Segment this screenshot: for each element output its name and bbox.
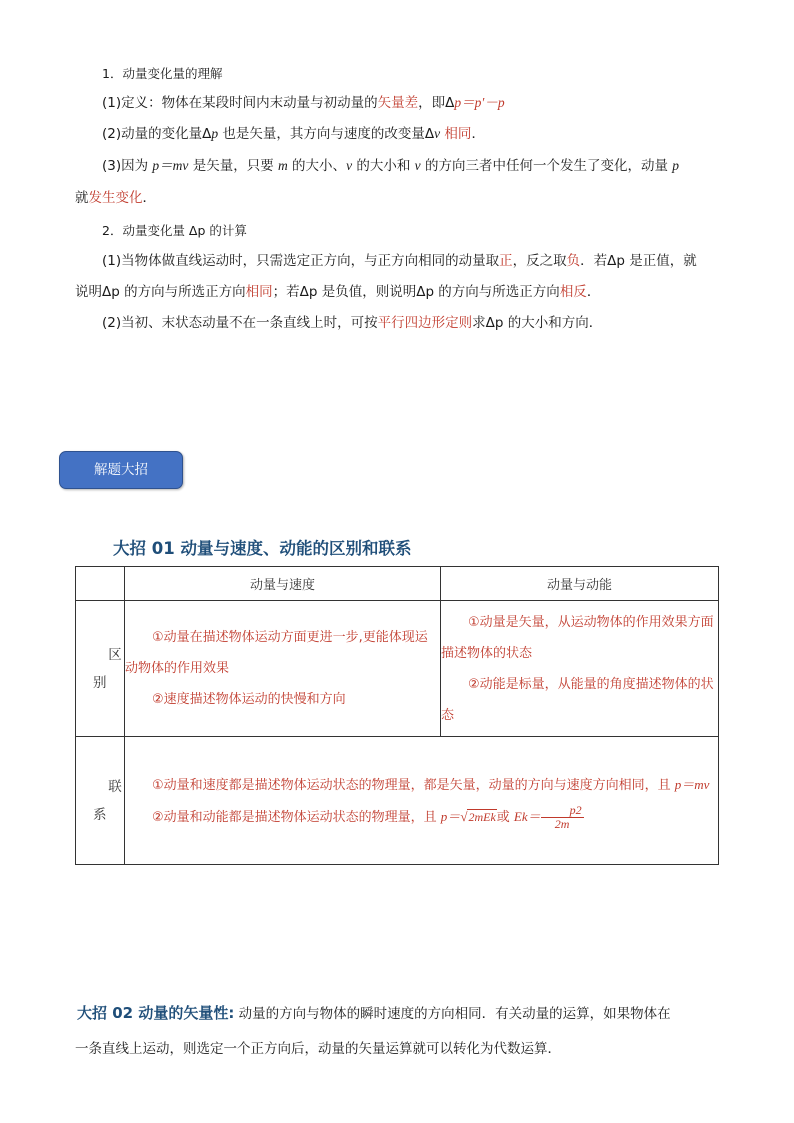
text: 也是矢量，其方向与速度的改变量Δ [218, 126, 435, 142]
cell-line: ①动量是矢量，从运动物体的作用效果方面描述物体的状态 [441, 614, 714, 661]
text: 的大小和 [352, 158, 415, 174]
trick02-line-cont: 一条直线上运动，则选定一个正方向后，动量的矢量运算就可以转化为代数运算． [75, 1041, 561, 1057]
solution-tricks-button[interactable]: 解题大招 [59, 451, 183, 489]
text: ．若Δp 是正值，就 [580, 253, 697, 269]
cell-line: ②动能是标量，从能量的角度描述物体的状态 [441, 676, 714, 723]
cell-connection [125, 737, 719, 865]
comparison-table [75, 566, 719, 865]
text: 求Δp 的大小和方向． [472, 315, 603, 331]
definition-line [102, 93, 505, 113]
text: (1)当物体做直线运动时，只需选定正方向，与正方向相同的动量取 [102, 253, 500, 269]
formula: p＝p′－p [454, 95, 505, 110]
calc-1-line [102, 251, 697, 271]
text: (2)动量的变化量Δ [102, 126, 212, 142]
formula: p＝mv [674, 776, 710, 792]
label-char: 系 [93, 806, 107, 823]
vector-line [102, 124, 485, 144]
trick02-line [77, 1003, 671, 1024]
cell-line [125, 801, 718, 833]
table-row-difference [76, 601, 719, 737]
text: ． [586, 284, 601, 300]
table-corner-cell [76, 567, 125, 601]
text: ②动量和动能都是描述物体运动状态的物理量，且 [152, 809, 441, 825]
label-char: 区 [108, 646, 122, 663]
label-char: 别 [93, 674, 107, 691]
denominator: 2m [554, 816, 570, 831]
text: 是矢量，只要 [188, 158, 279, 174]
highlight-text: 发生变化 [88, 190, 143, 206]
calc-1-line-cont [75, 282, 600, 302]
text: ． [142, 190, 156, 206]
text: 的大小、 [287, 158, 347, 174]
highlight-text: 平行四边形定则 [377, 315, 473, 331]
cell-line [125, 769, 718, 801]
row-label-difference [76, 601, 125, 737]
trick02-title: 大招 02 动量的矢量性: [77, 1004, 235, 1022]
text: ；若Δp 是负值，则说明Δp 的方向与所选正方向 [272, 284, 560, 300]
table-header-momentum-velocity: 动量与速度 [125, 567, 441, 601]
symbol: p [672, 158, 679, 173]
text: (1)定义：物体在某段时间内末动量与初动量的 [102, 95, 378, 111]
table-header-row [76, 567, 719, 601]
highlight-text: 相同 [440, 126, 472, 142]
table-header-momentum-kinetic-energy: 动量与动能 [441, 567, 719, 601]
cell-momentum-velocity-difference [125, 601, 441, 737]
highlight-text: 矢量差 [377, 95, 419, 111]
text: ． [471, 126, 485, 142]
fraction [541, 804, 584, 831]
formula: p＝ [440, 808, 461, 824]
text: (2)当初、末状态动量不在一条直线上时，可按 [102, 315, 378, 331]
highlight-text: 负 [566, 253, 581, 269]
highlight-text: 正 [499, 253, 513, 269]
formula: Ek＝ [513, 808, 541, 824]
formula: p＝mv [152, 158, 189, 173]
symbol: v [414, 158, 421, 173]
text: ①动量和速度都是描述物体运动状态的物理量，都是矢量，动量的方向与速度方向相同，且 [152, 777, 671, 793]
calc-2-line [102, 313, 602, 333]
text: ，反之取 [512, 253, 567, 269]
numerator: p2 [541, 804, 584, 818]
text: 说明Δp 的方向与所选正方向 [75, 284, 246, 300]
text: 就 [75, 190, 89, 206]
p-mv-line-cont [75, 188, 156, 208]
text: 的方向三者中任何一个发生了变化，动量 [420, 158, 673, 174]
highlight-text: 相同 [245, 284, 273, 300]
heading-momentum-change-understanding: 1．动量变化量的理解 [102, 66, 223, 81]
heading-momentum-change-calc: 2．动量变化量 Δp 的计算 [102, 223, 247, 238]
symbol: v [346, 158, 353, 173]
text: ，即Δ [418, 95, 455, 111]
trick01-title: 大招 01 动量与速度、动能的区别和联系 [113, 539, 412, 558]
radicand: 2mEk [468, 809, 496, 824]
row-label-connection [76, 737, 125, 865]
highlight-text: 相反 [559, 284, 587, 300]
sqrt-formula: √2mEk [460, 808, 496, 824]
cell-momentum-ke-difference [441, 601, 719, 737]
symbol: v [434, 126, 441, 141]
cell-line: ②速度描述物体运动的快慢和方向 [152, 692, 346, 707]
label-char: 联 [108, 778, 122, 795]
symbol: p [211, 126, 219, 141]
text: 或 [496, 809, 514, 825]
p-mv-line [102, 156, 679, 176]
text: 动量的方向与物体的瞬时速度的方向相同．有关动量的运算，如果物体在 [234, 1006, 671, 1022]
text: (3)因为 [102, 158, 153, 174]
table-row-connection [76, 737, 719, 865]
cell-line: ①动量在描述物体运动方面更进一步,更能体现运动物体的作用效果 [125, 630, 428, 676]
symbol: m [278, 158, 288, 173]
